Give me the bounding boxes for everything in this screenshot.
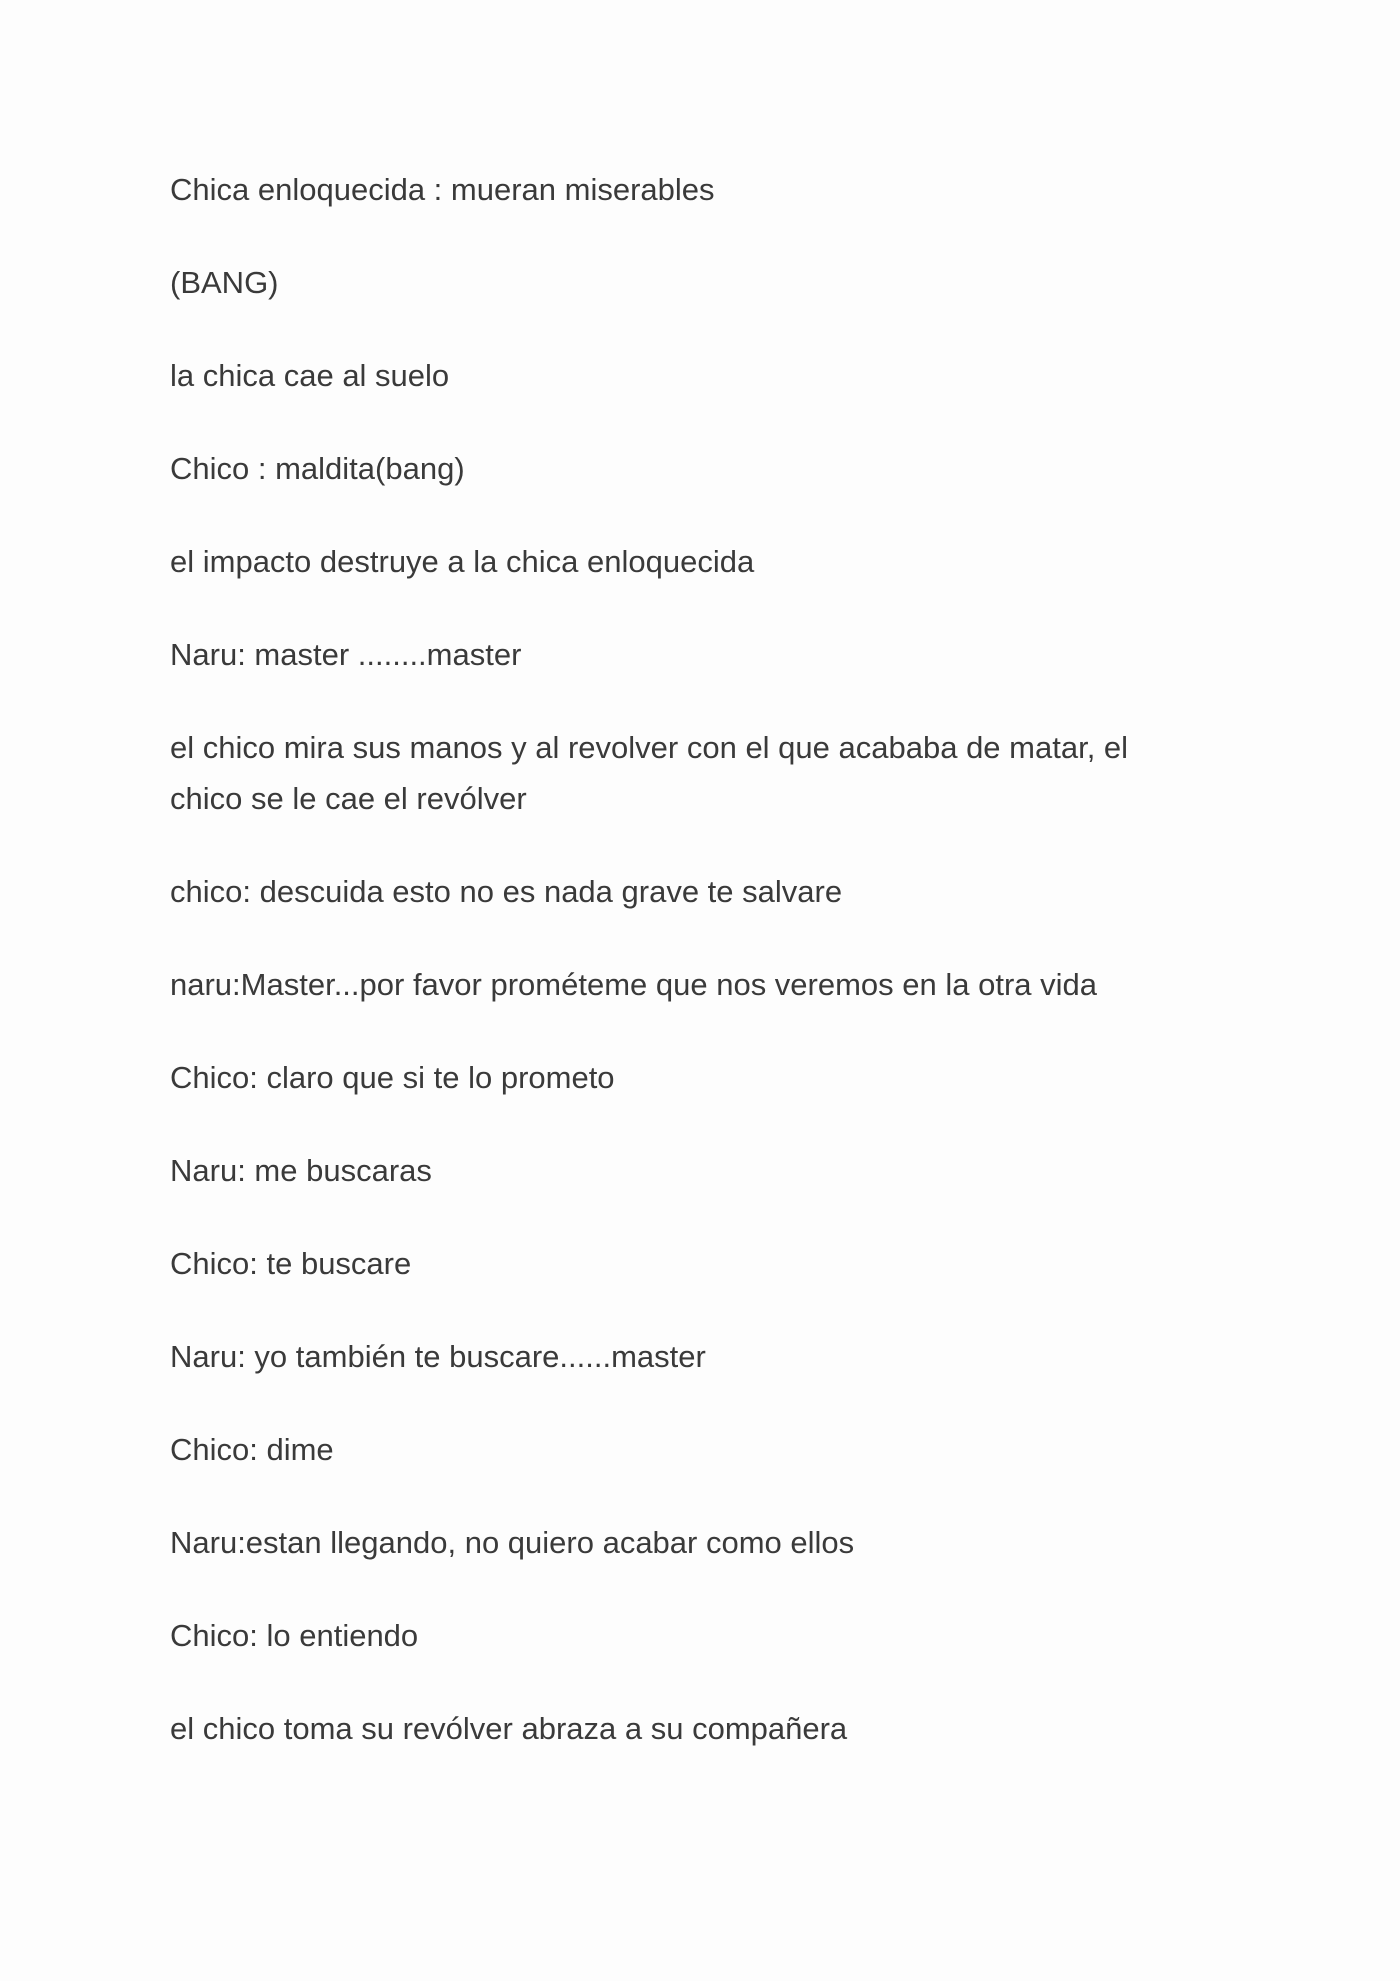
text-line: el chico toma su revólver abraza a su compañera	[170, 1711, 848, 1746]
text-line: Chica enloquecida : mueran miserables	[170, 172, 715, 207]
text-line: Chico: lo entiendo	[170, 1618, 419, 1653]
text-line: Naru: master ........master	[170, 637, 522, 672]
text-line: Naru: yo también te buscare......master	[170, 1339, 706, 1374]
text-line: Chico: dime	[170, 1432, 334, 1467]
text-line: Naru: me buscaras	[170, 1153, 432, 1188]
text-line: el impacto destruye a la chica enloquecida	[170, 544, 755, 579]
text-line: (BANG)	[170, 265, 279, 300]
text-line: Naru:estan llegando, no quiero acabar como ellos	[170, 1525, 855, 1560]
text-line: la chica cae al suelo	[170, 358, 450, 393]
text-line: el chico mira sus manos y al revolver con el que acababa de matar, el chico se le cae el revólver	[170, 730, 1129, 816]
text-line: Chico: claro que si te lo prometo	[170, 1060, 615, 1095]
text-line: Chico : maldita(bang)	[170, 451, 465, 486]
text-line: chico: descuida esto no es nada grave te salvare	[170, 874, 843, 909]
text-line: Chico: te buscare	[170, 1246, 412, 1281]
text-line: naru:Master...por favor prométeme que nos veremos en la otra vida	[170, 967, 1098, 1002]
document-body	[170, 164, 1170, 1796]
